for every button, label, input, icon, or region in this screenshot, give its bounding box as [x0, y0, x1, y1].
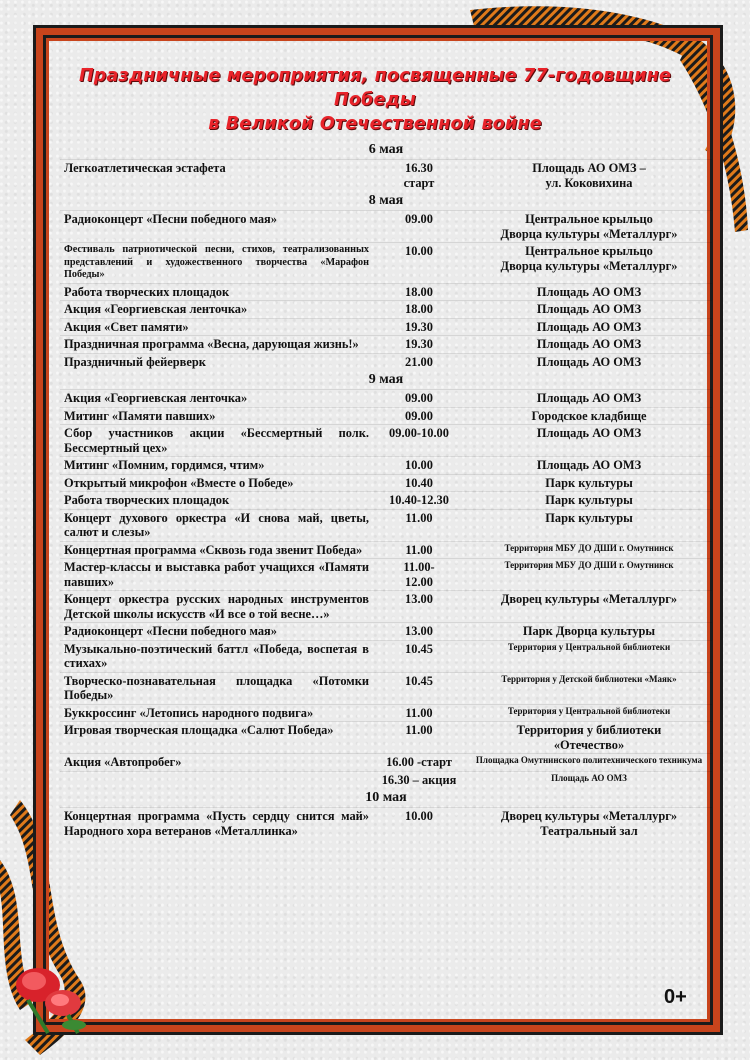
event-place: Центральное крыльцо Дворца культуры «Металлург»	[500, 244, 678, 273]
event-place: Парк культуры	[545, 493, 633, 507]
event-name: Открытый микрофон «Вместе о Победе»	[64, 475, 294, 490]
event-place: Центральное крыльцо Дворца культуры «Металлург»	[500, 212, 678, 241]
event-place: Площадка Омутнинского политехнического техникума	[475, 755, 703, 765]
event-time: 18.00	[405, 302, 433, 316]
table-row	[60, 389, 712, 407]
event-place: Площадь АО ОМЗ	[551, 772, 627, 783]
event-place: Территория у библиотеки «Отечество»	[516, 723, 662, 752]
table-row	[60, 318, 712, 336]
table-row	[60, 456, 712, 474]
event-place: Площадь АО ОМЗ	[536, 302, 642, 316]
event-name: Концертная программа «Пусть сердцу снится май» Народного хора ветеранов «Металлинка»	[64, 809, 369, 838]
event-time: 10.00	[405, 458, 433, 472]
date-header: 9 мая	[368, 372, 404, 387]
event-time: 10.40-12.30	[389, 493, 449, 507]
event-time: 09.00	[405, 408, 433, 423]
event-time: 10.40	[405, 475, 433, 490]
table-row	[60, 491, 712, 509]
event-time: 11.00- 12.00	[403, 560, 435, 589]
event-time: 10.45	[405, 673, 433, 688]
event-name: Легкоатлетическая эстафета	[64, 161, 226, 175]
table-row	[60, 159, 712, 191]
event-time: 13.00	[405, 624, 433, 638]
table-row	[60, 424, 712, 456]
event-place: Территория МБУ ДО ДШИ г. Омутнинск	[504, 542, 674, 553]
event-name: Фестиваль патриотической песни, стихов, театрализованных представлений и художественного творчества «Марафон Победы»	[64, 244, 369, 280]
event-time: 18.00	[405, 284, 433, 299]
table-row	[60, 300, 712, 318]
event-place: Парк Дворца культуры	[522, 624, 656, 638]
event-name: Творческо-познавательная площадка «Потомки Победы»	[64, 673, 369, 702]
table-row	[60, 672, 712, 704]
date-header: 6 мая	[368, 142, 404, 157]
event-place: Территория у Детской библиотеки «Маяк»	[501, 673, 677, 684]
event-name: Акция «Автопробег»	[64, 755, 182, 769]
table-row	[60, 242, 712, 283]
table-row	[60, 283, 712, 301]
event-time: 11.00	[405, 510, 433, 525]
event-time: 11.00	[405, 705, 433, 720]
age-rating-badge: 0+	[664, 986, 687, 1008]
event-time: 10.00	[405, 809, 433, 823]
table-row	[60, 753, 712, 771]
event-place: Площадь АО ОМЗ	[536, 337, 642, 351]
event-name: Радиоконцерт «Песни победного мая»	[64, 212, 277, 226]
event-time: 16.30 старт	[403, 161, 435, 190]
event-place: Парк культуры	[545, 510, 633, 525]
page-title	[40, 64, 710, 136]
table-row	[60, 474, 712, 492]
table-row	[60, 407, 712, 425]
event-name: Работа творческих площадок	[64, 284, 230, 299]
event-time: 10.45	[405, 641, 433, 656]
event-name: Сбор участников акции «Бессмертный полк. Бессмертный цех»	[64, 426, 369, 455]
table-row	[60, 771, 712, 789]
event-name: Работа творческих площадок	[64, 493, 230, 507]
event-place: Площадь АО ОМЗ	[536, 391, 642, 405]
event-time: 09.00	[405, 391, 433, 405]
event-name: Игровая творческая площадка «Салют Победа»	[64, 723, 334, 737]
title-line-1: Праздничные мероприятия, посвященные 77-годовщине Победы	[78, 66, 672, 110]
event-place: Площадь АО ОМЗ	[536, 458, 642, 472]
date-header: 10 мая	[365, 790, 407, 805]
event-name: Концерт оркестра русских народных инструментов Детской школы искусств «И все о той весне…»	[64, 592, 369, 621]
event-name: Мастер-классы и выставка работ учащихся «Памяти павших»	[64, 560, 369, 589]
event-time: 16.30 – акция	[381, 772, 457, 787]
event-place: Площадь АО ОМЗ	[536, 426, 642, 440]
event-place: Территория у Центральной библиотеки	[507, 705, 671, 716]
event-name: Праздничный фейерверк	[64, 354, 206, 369]
event-place: Территория МБУ ДО ДШИ г. Омутнинск	[504, 560, 674, 570]
event-place: Дворец культуры «Металлург» Театральный зал	[500, 809, 678, 838]
table-row	[60, 353, 712, 371]
event-time: 09.00-10.00	[389, 426, 449, 440]
event-time: 13.00	[405, 592, 433, 606]
event-name: Акция «Георгиевская ленточка»	[64, 302, 248, 316]
event-name: Митинг «Помним, гордимся, чтим»	[64, 458, 265, 472]
event-time: 10.00	[405, 244, 433, 258]
table-row	[60, 721, 712, 753]
event-time: 11.00	[405, 723, 433, 737]
table-row	[60, 541, 712, 559]
table-row	[60, 335, 712, 353]
table-row	[60, 590, 712, 622]
event-name: Акция «Георгиевская ленточка»	[64, 391, 248, 405]
event-name: Акция «Свет памяти»	[64, 319, 189, 334]
event-place: Площадь АО ОМЗ – ул. Коковихина	[532, 161, 646, 190]
event-name: Буккроссинг «Летопись народного подвига»	[64, 705, 314, 720]
title-line-2: в Великой Отечественной войне	[208, 114, 542, 134]
event-name: Радиоконцерт «Песни победного мая»	[64, 624, 277, 638]
carnation-flowers-icon	[8, 955, 98, 1035]
date-header: 8 мая	[368, 193, 404, 208]
event-time: 16.00 -старт	[386, 755, 452, 769]
event-name: Музыкально-поэтический баттл «Победа, воспетая в стихах»	[64, 641, 369, 670]
event-place: Площадь АО ОМЗ	[536, 319, 642, 334]
table-row	[60, 509, 712, 541]
event-place: Парк культуры	[545, 475, 633, 490]
event-time: 19.30	[405, 337, 433, 351]
table-row	[60, 622, 712, 640]
event-name: Митинг «Памяти павших»	[64, 408, 216, 423]
event-name: Праздничная программа «Весна, дарующая жизнь!»	[64, 337, 359, 351]
table-row	[60, 807, 712, 839]
table-row	[60, 640, 712, 672]
event-time: 19.30	[405, 319, 433, 334]
table-row	[60, 558, 712, 590]
event-name	[60, 772, 369, 789]
event-place: Территория у Центральной библиотеки	[507, 641, 671, 652]
event-name: Концерт духового оркестра «И снова май, цветы, салют и слезы»	[64, 510, 369, 539]
event-place: Площадь АО ОМЗ	[536, 284, 642, 299]
event-place: Городское кладбище	[531, 408, 647, 423]
event-time: 21.00	[405, 354, 433, 369]
table-row	[60, 704, 712, 722]
event-name: Концертная программа «Сквозь года звенит Победа»	[64, 542, 363, 557]
event-time: 09.00	[405, 212, 433, 226]
event-place: Площадь АО ОМЗ	[536, 354, 642, 369]
event-time: 11.00	[405, 542, 433, 557]
event-place: Дворец культуры «Металлург»	[500, 592, 678, 606]
table-row	[60, 210, 712, 242]
events-table	[60, 140, 712, 839]
